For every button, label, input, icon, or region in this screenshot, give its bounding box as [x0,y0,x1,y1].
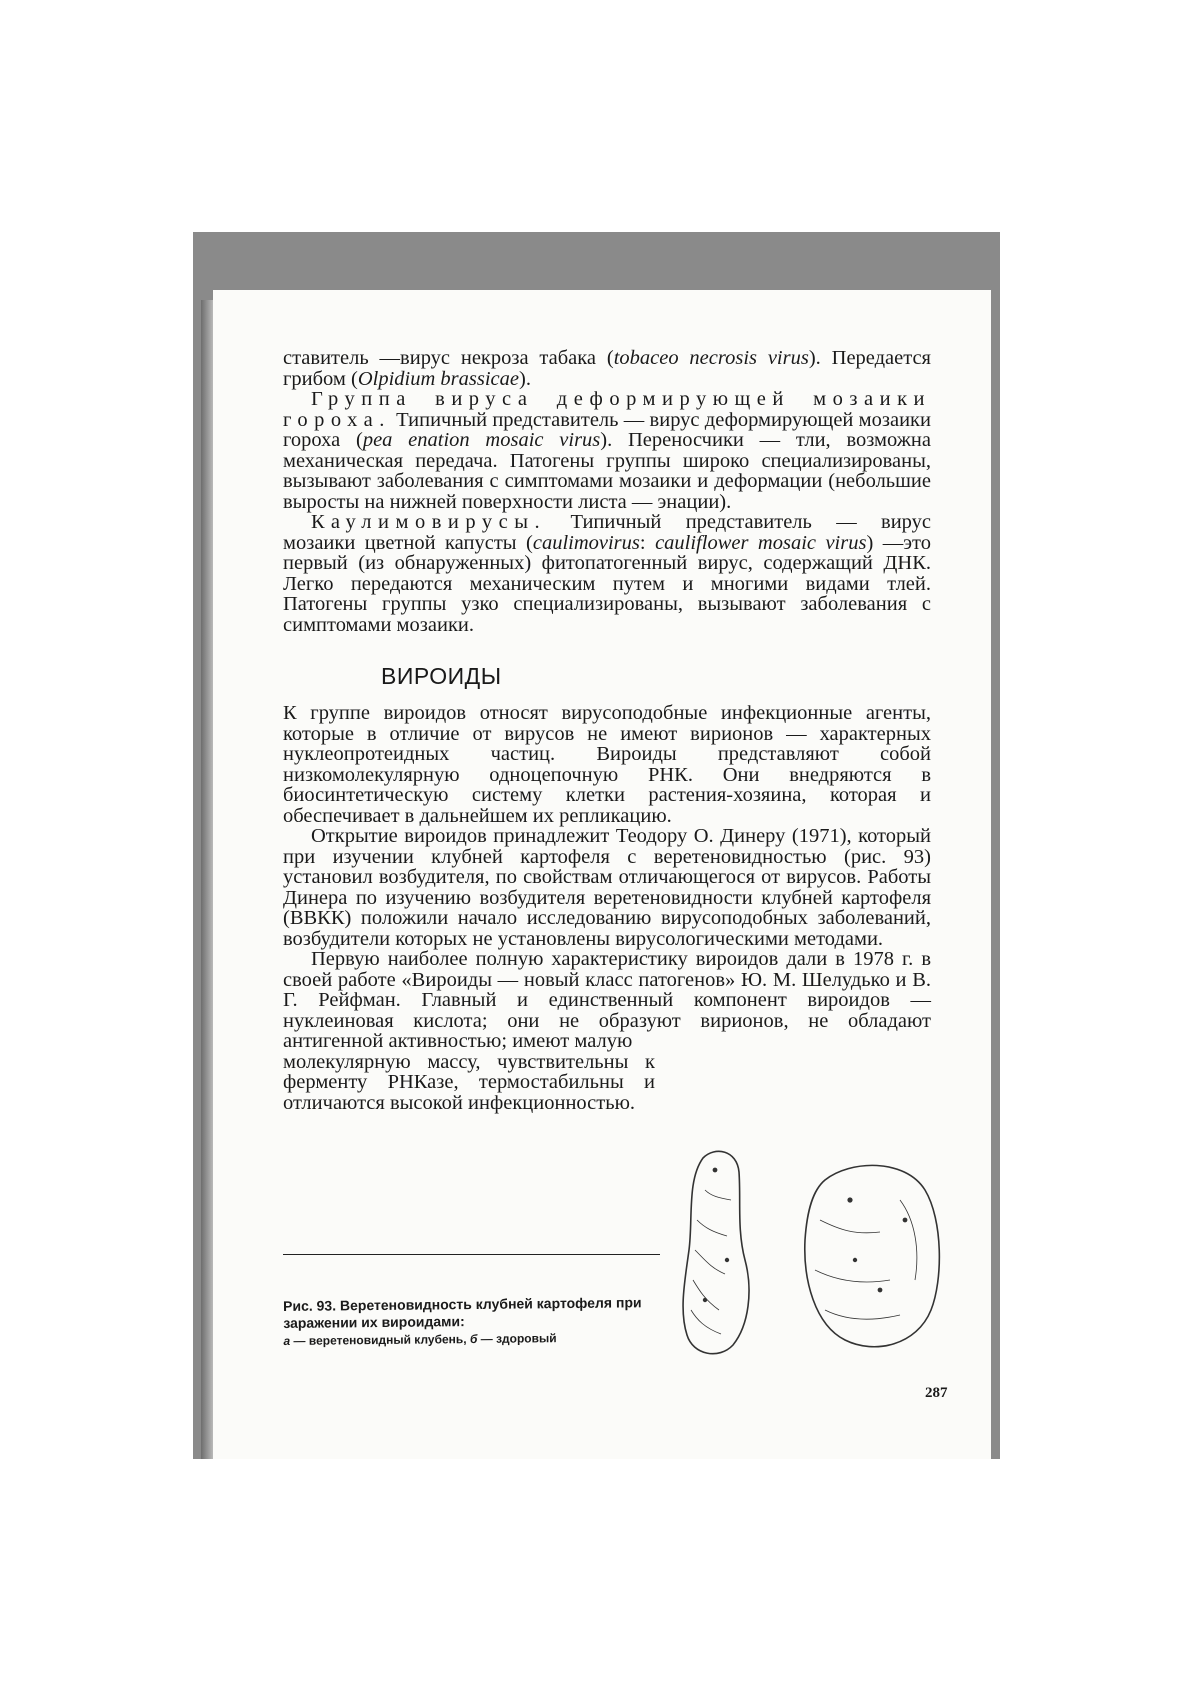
paragraph-2: Группа вируса деформирующей мозаики гороха. Типичный представитель — вирус деформирующей мозаики гороха (pea enation mosaic virus). Переносчики — тли, возможна механическая передача. Патогены группы широко специализированы, вызывают заболевания с симптомами мозаики и деформации (небольшие выросты на нижней поверхности листа — энации). [283,388,931,513]
healthy-tuber-drawing [805,1165,940,1346]
paragraph-5: Открытие вироидов принадлежит Теодору О. Динеру (1971), который при изучении клубней картофеля с веретеновидностью (рис. 93) установил возбудителя, по свойствам отличающегося от вирусов. Работы Динера по изучению возбудителя веретеновидности клубней картофеля (ВВКК) положили начало исследованию вирусоподобных заболеваний, возбудители которых не установлены вирусологическими методами. [283,825,931,950]
caption-legend: а — веретеновидный клубень, б — здоровый [283,1331,557,1348]
page-number: 287 [925,1385,948,1401]
paragraph-6: Первую наиболее полную характеристику вироидов дали в 1978 г. в своей работе «Вироиды — новый класс патогенов» Ю. М. Шелудько и В. Г. Рейфман. Главный и единственный компонент вироидов — нуклеиновая кислота; они не образуют вирионов, не обладают антигенной активностью; имеют малую [283,948,931,1052]
section-heading: ВИРОИДЫ [381,663,502,689]
paragraph-1: ставитель —вирус некроза табака (tobaceo necrosis virus). Передается грибом (Olpidium brassicae). [283,347,931,390]
figure-caption [283,1294,666,1350]
page-text [283,348,931,1113]
paragraph-3: Каулимовирусы. Типичный представитель — вирус мозаики цветной капусты (caulimovirus: cauliflower mosaic virus) —это первый (из обнаруженных) фитопатогенный вирус, содержащий ДНК. Легко передаются механическим путем и многими видами тлей. Патогены группы узко специализированы, вызывают заболевания с симптомами мозаики. [283,511,931,636]
paragraph-6-wrap: молекулярную массу, чувствительны к ферменту РНКазе, термостабильны и отличаются высокой инфекционностью. [283,1050,655,1114]
book-spine-edge [201,300,213,1459]
footnote-rule [283,1254,660,1255]
spindle-tuber-drawing [683,1151,749,1353]
caption-title: Рис. 93. Веретеновидность клубней картофеля при заражении их вироидами: [283,1294,642,1331]
potato-tubers-figure [675,1140,975,1365]
paragraph-4: К группе вироидов относят вирусоподобные инфекционные агенты, которые в отличие от вирусов не имеют вирионов — характерных нуклеопротеидных частиц. Вироиды представляют собой низкомолекулярную одноцепочную РНК. Они внедряются в биосинтетическую систему клетки растения-хозяина, которая и обеспечивает в дальнейшем их репликацию. [283,702,931,827]
